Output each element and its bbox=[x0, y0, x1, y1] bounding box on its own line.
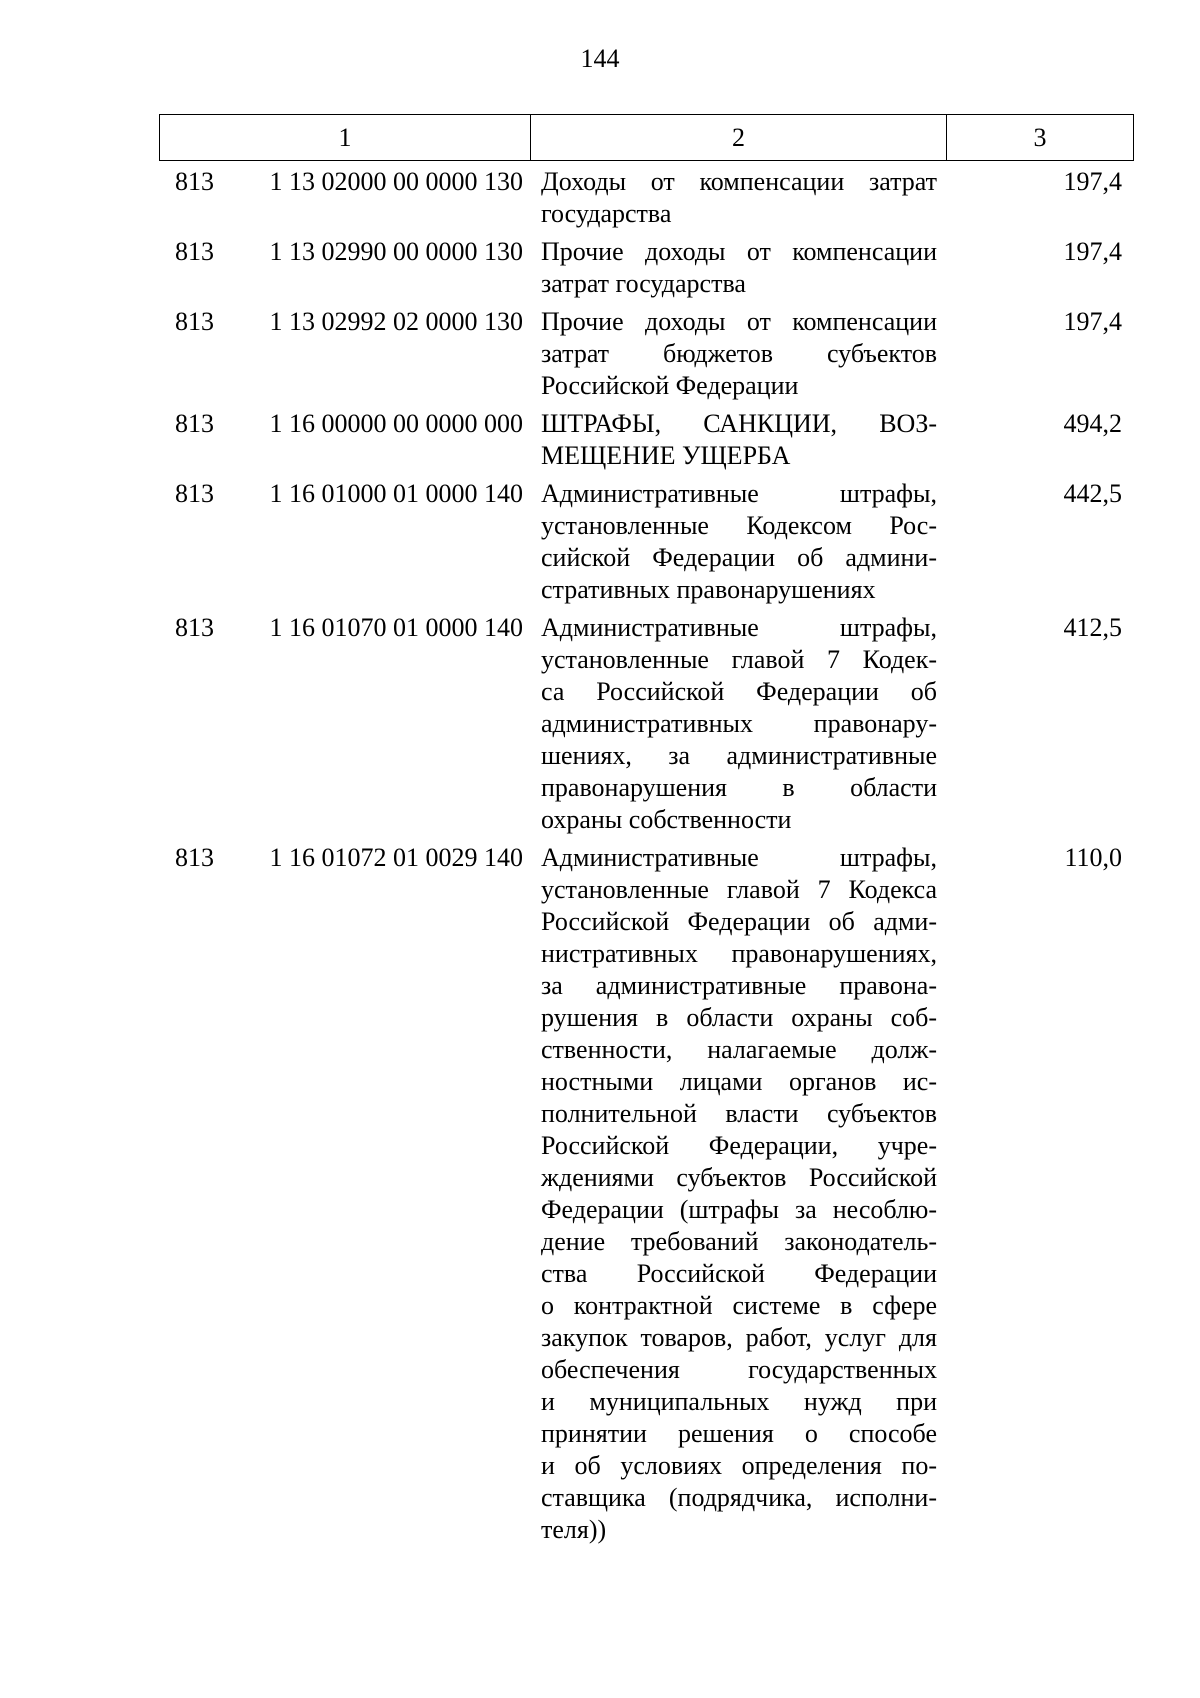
table-row bbox=[0, 408, 1200, 472]
income-name-line: обеспечения государственных bbox=[541, 1355, 937, 1384]
income-name-line: Прочие доходы от компенсации bbox=[541, 307, 937, 336]
admin-code: 813 bbox=[175, 613, 214, 642]
income-name-line: и об условиях определения по- bbox=[541, 1451, 937, 1480]
amount: 412,5 bbox=[1063, 613, 1122, 642]
income-name-line: шениях, за административные bbox=[541, 741, 937, 770]
income-name-line: сийской Федерации об админи- bbox=[541, 543, 937, 572]
amount: 197,4 bbox=[1063, 307, 1122, 336]
budget-classification-code: 1 16 01000 01 0000 140 bbox=[269, 479, 523, 508]
budget-classification-code: 1 13 02990 00 0000 130 bbox=[269, 237, 523, 266]
income-name-line: Российской Федерации об адми- bbox=[541, 907, 937, 936]
page-number: 144 bbox=[580, 44, 620, 73]
income-name-line: установленные Кодексом Рос- bbox=[541, 511, 937, 540]
income-name-line: Доходы от компенсации затрат bbox=[541, 167, 937, 196]
income-name bbox=[541, 306, 937, 402]
income-name-line: принятии решения о способе bbox=[541, 1419, 937, 1448]
header-col-2: 2 bbox=[531, 115, 947, 160]
table-body bbox=[0, 166, 1200, 1552]
income-name-line: ждениями субъектов Российской bbox=[541, 1163, 937, 1192]
amount: 197,4 bbox=[1063, 237, 1122, 266]
income-name-line: са Российской Федерации об bbox=[541, 677, 937, 706]
amount: 442,5 bbox=[1063, 479, 1122, 508]
amount: 494,2 bbox=[1063, 409, 1122, 438]
income-name-line: ства Российской Федерации bbox=[541, 1259, 937, 1288]
income-name-line: о контрактной системе в сфере bbox=[541, 1291, 937, 1320]
income-name-line: охраны собственности bbox=[541, 805, 792, 834]
income-name bbox=[541, 408, 937, 472]
admin-code: 813 bbox=[175, 409, 214, 438]
income-name-line: и муниципальных нужд при bbox=[541, 1387, 937, 1416]
table-header bbox=[159, 114, 1134, 161]
income-name-line: административных правонару- bbox=[541, 709, 937, 738]
budget-classification-code: 1 13 02000 00 0000 130 bbox=[269, 167, 523, 196]
income-name-line: Административные штрафы, bbox=[541, 479, 937, 508]
table-row bbox=[0, 236, 1200, 300]
budget-classification-code: 1 16 01072 01 0029 140 bbox=[269, 843, 523, 872]
income-name-line: правонарушения в области bbox=[541, 773, 937, 802]
income-name-line: Российской Федерации, учре- bbox=[541, 1131, 937, 1160]
income-name-line: теля)) bbox=[541, 1515, 607, 1544]
income-name-line: ственности, налагаемые долж- bbox=[541, 1035, 937, 1064]
header-col-1: 1 bbox=[160, 115, 531, 160]
table-row bbox=[0, 612, 1200, 836]
income-name-line: закупок товаров, работ, услуг для bbox=[541, 1323, 937, 1352]
income-name-line: Прочие доходы от компенсации bbox=[541, 237, 937, 266]
income-name-line: полнительной власти субъектов bbox=[541, 1099, 937, 1128]
admin-code: 813 bbox=[175, 307, 214, 336]
table-row bbox=[0, 166, 1200, 230]
income-name-line: Административные штрафы, bbox=[541, 613, 937, 642]
income-name bbox=[541, 236, 937, 300]
income-name-line: стративных правонарушениях bbox=[541, 575, 876, 604]
header-col-3: 3 bbox=[1033, 122, 1047, 152]
income-name-line: МЕЩЕНИЕ УЩЕРБА bbox=[541, 441, 791, 470]
income-name bbox=[541, 612, 937, 836]
income-name bbox=[541, 166, 937, 230]
amount: 197,4 bbox=[1063, 167, 1122, 196]
income-name-line: за административные правона- bbox=[541, 971, 937, 1000]
income-name-line: Федерации (штрафы за несоблю- bbox=[541, 1195, 937, 1224]
admin-code: 813 bbox=[175, 237, 214, 266]
budget-classification-code: 1 16 00000 00 0000 000 bbox=[269, 409, 523, 438]
budget-classification-code: 1 16 01070 01 0000 140 bbox=[269, 613, 523, 642]
income-name bbox=[541, 478, 937, 606]
income-name-line: нистративных правонарушениях, bbox=[541, 939, 937, 968]
income-name-line: дение требований законодатель- bbox=[541, 1227, 937, 1256]
income-name-line: Административные штрафы, bbox=[541, 843, 937, 872]
income-name-line: ностными лицами органов ис- bbox=[541, 1067, 937, 1096]
income-name-line: установленные главой 7 Кодекса bbox=[541, 875, 937, 904]
income-name bbox=[541, 842, 937, 1546]
admin-code: 813 bbox=[175, 167, 214, 196]
table-row bbox=[0, 478, 1200, 606]
budget-classification-code: 1 13 02992 02 0000 130 bbox=[269, 307, 523, 336]
income-name-line: ШТРАФЫ, САНКЦИИ, ВОЗ- bbox=[541, 409, 937, 438]
income-name-line: затрат бюджетов субъектов bbox=[541, 339, 937, 368]
admin-code: 813 bbox=[175, 843, 214, 872]
income-name-line: Российской Федерации bbox=[541, 371, 799, 400]
table-row bbox=[0, 306, 1200, 402]
income-name-line: ставщика (подрядчика, исполни- bbox=[541, 1483, 937, 1512]
income-name-line: рушения в области охраны соб- bbox=[541, 1003, 937, 1032]
income-name-line: государства bbox=[541, 199, 672, 228]
income-name-line: затрат государства bbox=[541, 269, 746, 298]
amount: 110,0 bbox=[1064, 843, 1122, 872]
income-name-line: установленные главой 7 Кодек- bbox=[541, 645, 937, 674]
table-row bbox=[0, 842, 1200, 1546]
admin-code: 813 bbox=[175, 479, 214, 508]
